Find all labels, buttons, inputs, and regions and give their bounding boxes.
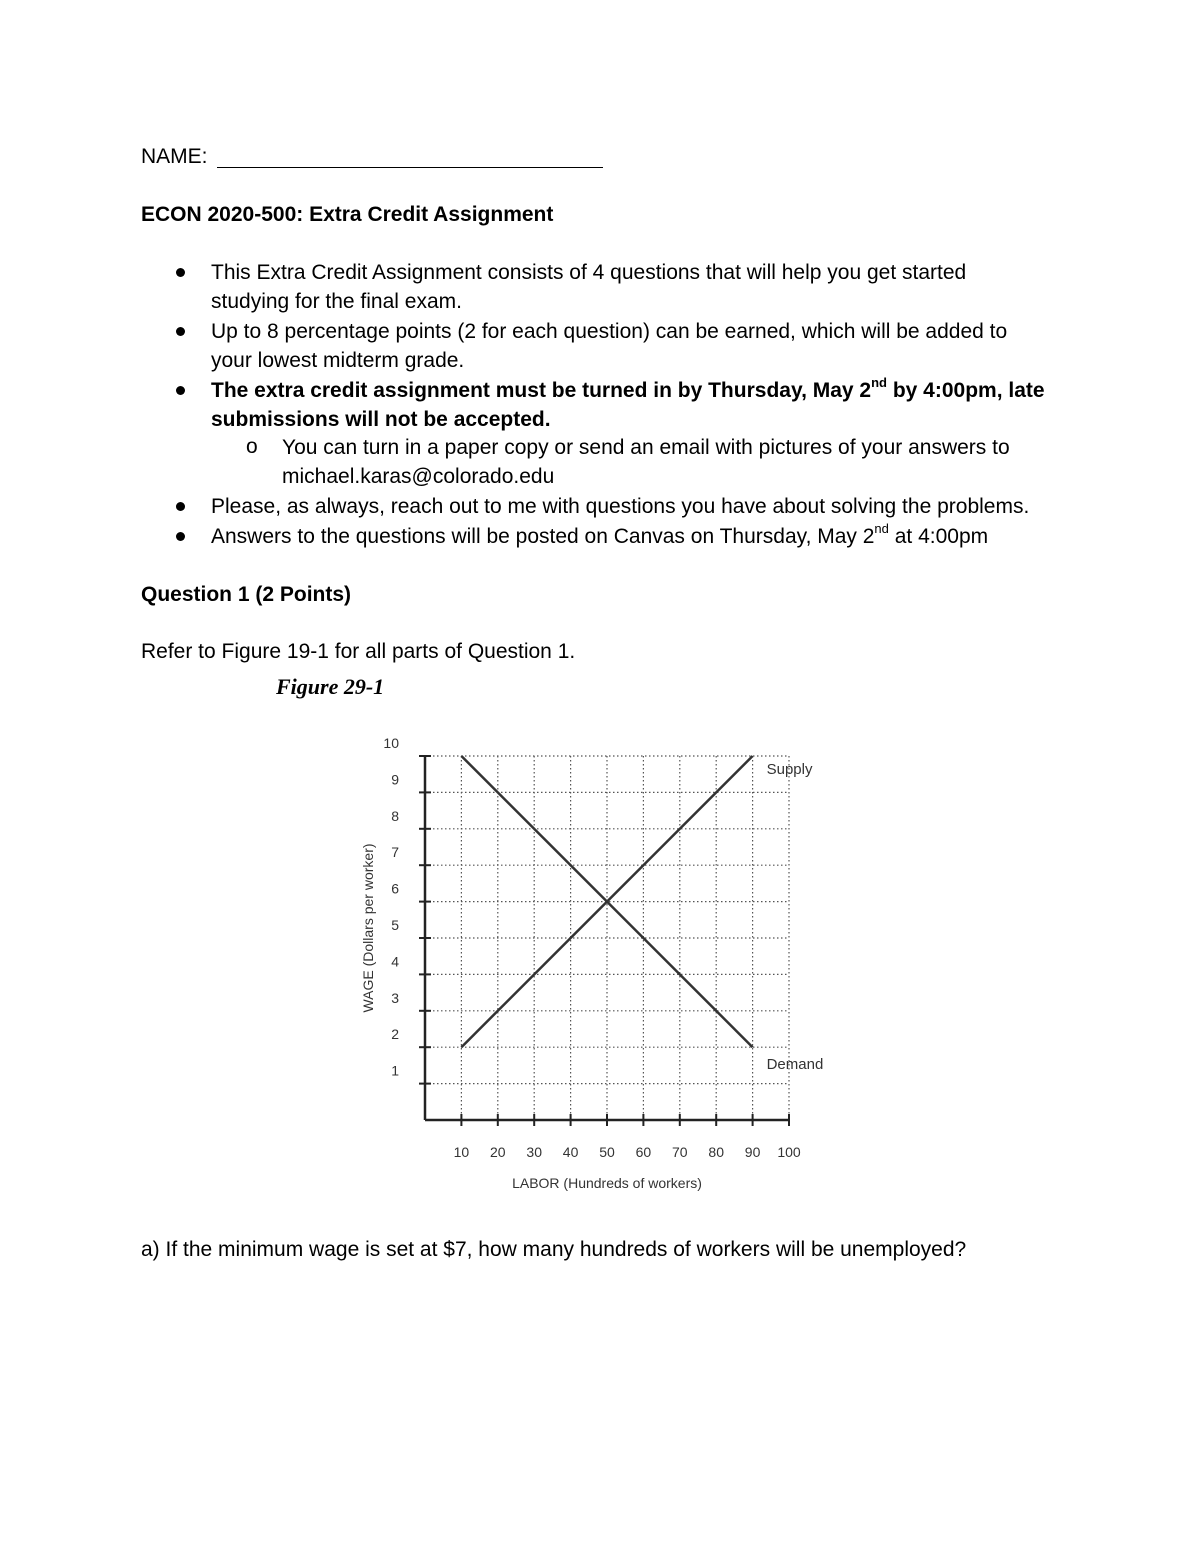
chart-axes bbox=[419, 755, 790, 1126]
x-tick-label: 100 bbox=[777, 1144, 801, 1160]
bullet-2-line-1: Up to 8 percentage points (2 for each question) can be earned, which will be added to bbox=[211, 320, 1008, 343]
bullet-2-line-2: your lowest midterm grade. bbox=[211, 349, 465, 372]
ordinal-suffix: nd bbox=[874, 521, 889, 536]
bullet-3-line-1 bbox=[211, 376, 1045, 405]
bullet-3-text-end: by 4:00pm, late bbox=[887, 379, 1045, 402]
x-tick-label: 30 bbox=[526, 1144, 542, 1160]
x-tick-label: 50 bbox=[599, 1144, 615, 1160]
y-tick-label: 2 bbox=[391, 1026, 399, 1043]
series-label-supply: Supply bbox=[766, 761, 813, 779]
bullet-4-line-1: Please, as always, reach out to me with questions you have about solving the problems. bbox=[211, 495, 1030, 518]
figure-title: Figure 29-1 bbox=[276, 674, 385, 699]
x-tick-label: 10 bbox=[453, 1144, 470, 1160]
question-1-heading: Question 1 (2 Points) bbox=[141, 583, 352, 606]
name-label: NAME: bbox=[141, 145, 208, 168]
bullet-5-text-end: at 4:00pm bbox=[888, 525, 989, 548]
x-axis-title: LABOR (Hundreds of workers) bbox=[512, 1175, 702, 1191]
y-axis-title: WAGE (Dollars per worker) bbox=[360, 843, 376, 1013]
bullet-icon bbox=[176, 327, 185, 336]
bullet-5-line-1 bbox=[211, 522, 988, 551]
question-1-intro: Refer to Figure 19-1 for all parts of Question 1. bbox=[141, 640, 576, 663]
series-label-demand: Demand bbox=[766, 1056, 824, 1074]
supply-demand-chart bbox=[340, 735, 840, 1195]
x-tick-label: 20 bbox=[490, 1144, 506, 1160]
bullet-3-line-2: submissions will not be accepted. bbox=[211, 408, 551, 431]
bullet-5-text: Answers to the questions will be posted on Canvas on Thursday, May 2 bbox=[211, 525, 875, 548]
bullet-icon bbox=[176, 502, 185, 511]
bullet-icon bbox=[176, 532, 185, 541]
y-tick-label: 9 bbox=[391, 771, 399, 788]
x-tick-label: 60 bbox=[635, 1144, 652, 1160]
x-tick-label: 80 bbox=[708, 1144, 724, 1160]
bullet-1-line-1: This Extra Credit Assignment consists of 4 questions that will help you get started bbox=[211, 261, 967, 284]
email-address[interactable]: michael.karas@colorado.edu bbox=[282, 465, 555, 488]
x-tick-label: 40 bbox=[562, 1144, 579, 1160]
sub-bullet-line-1: You can turn in a paper copy or send an email with pictures of your answers to bbox=[282, 436, 1010, 459]
y-tick-label: 3 bbox=[391, 989, 399, 1006]
ordinal-suffix: nd bbox=[871, 375, 887, 390]
y-tick-label: 1 bbox=[391, 1062, 399, 1079]
y-tick-label: 6 bbox=[391, 880, 399, 897]
sub-bullet-marker: o bbox=[246, 435, 258, 458]
course-title: ECON 2020-500: Extra Credit Assignment bbox=[141, 203, 554, 226]
chart-grid bbox=[425, 756, 789, 1120]
y-tick-label: 10 bbox=[383, 735, 399, 751]
question-1-part-a: a) If the minimum wage is set at $7, how many hundreds of workers will be unemployed? bbox=[141, 1238, 967, 1261]
bullet-3-text: The extra credit assignment must be turned in by Thursday, May 2 bbox=[211, 379, 872, 402]
chart-labels bbox=[360, 735, 823, 1191]
y-tick-label: 7 bbox=[391, 844, 399, 861]
bullet-icon bbox=[176, 386, 185, 395]
x-tick-label: 90 bbox=[744, 1144, 761, 1160]
y-tick-label: 8 bbox=[391, 807, 399, 824]
name-blank-line[interactable] bbox=[217, 167, 603, 168]
bullet-1-line-2: studying for the final exam. bbox=[211, 290, 462, 313]
bullet-icon bbox=[176, 268, 185, 277]
x-tick-label: 70 bbox=[672, 1144, 688, 1160]
y-tick-label: 5 bbox=[391, 917, 399, 933]
y-tick-label: 4 bbox=[391, 953, 399, 970]
